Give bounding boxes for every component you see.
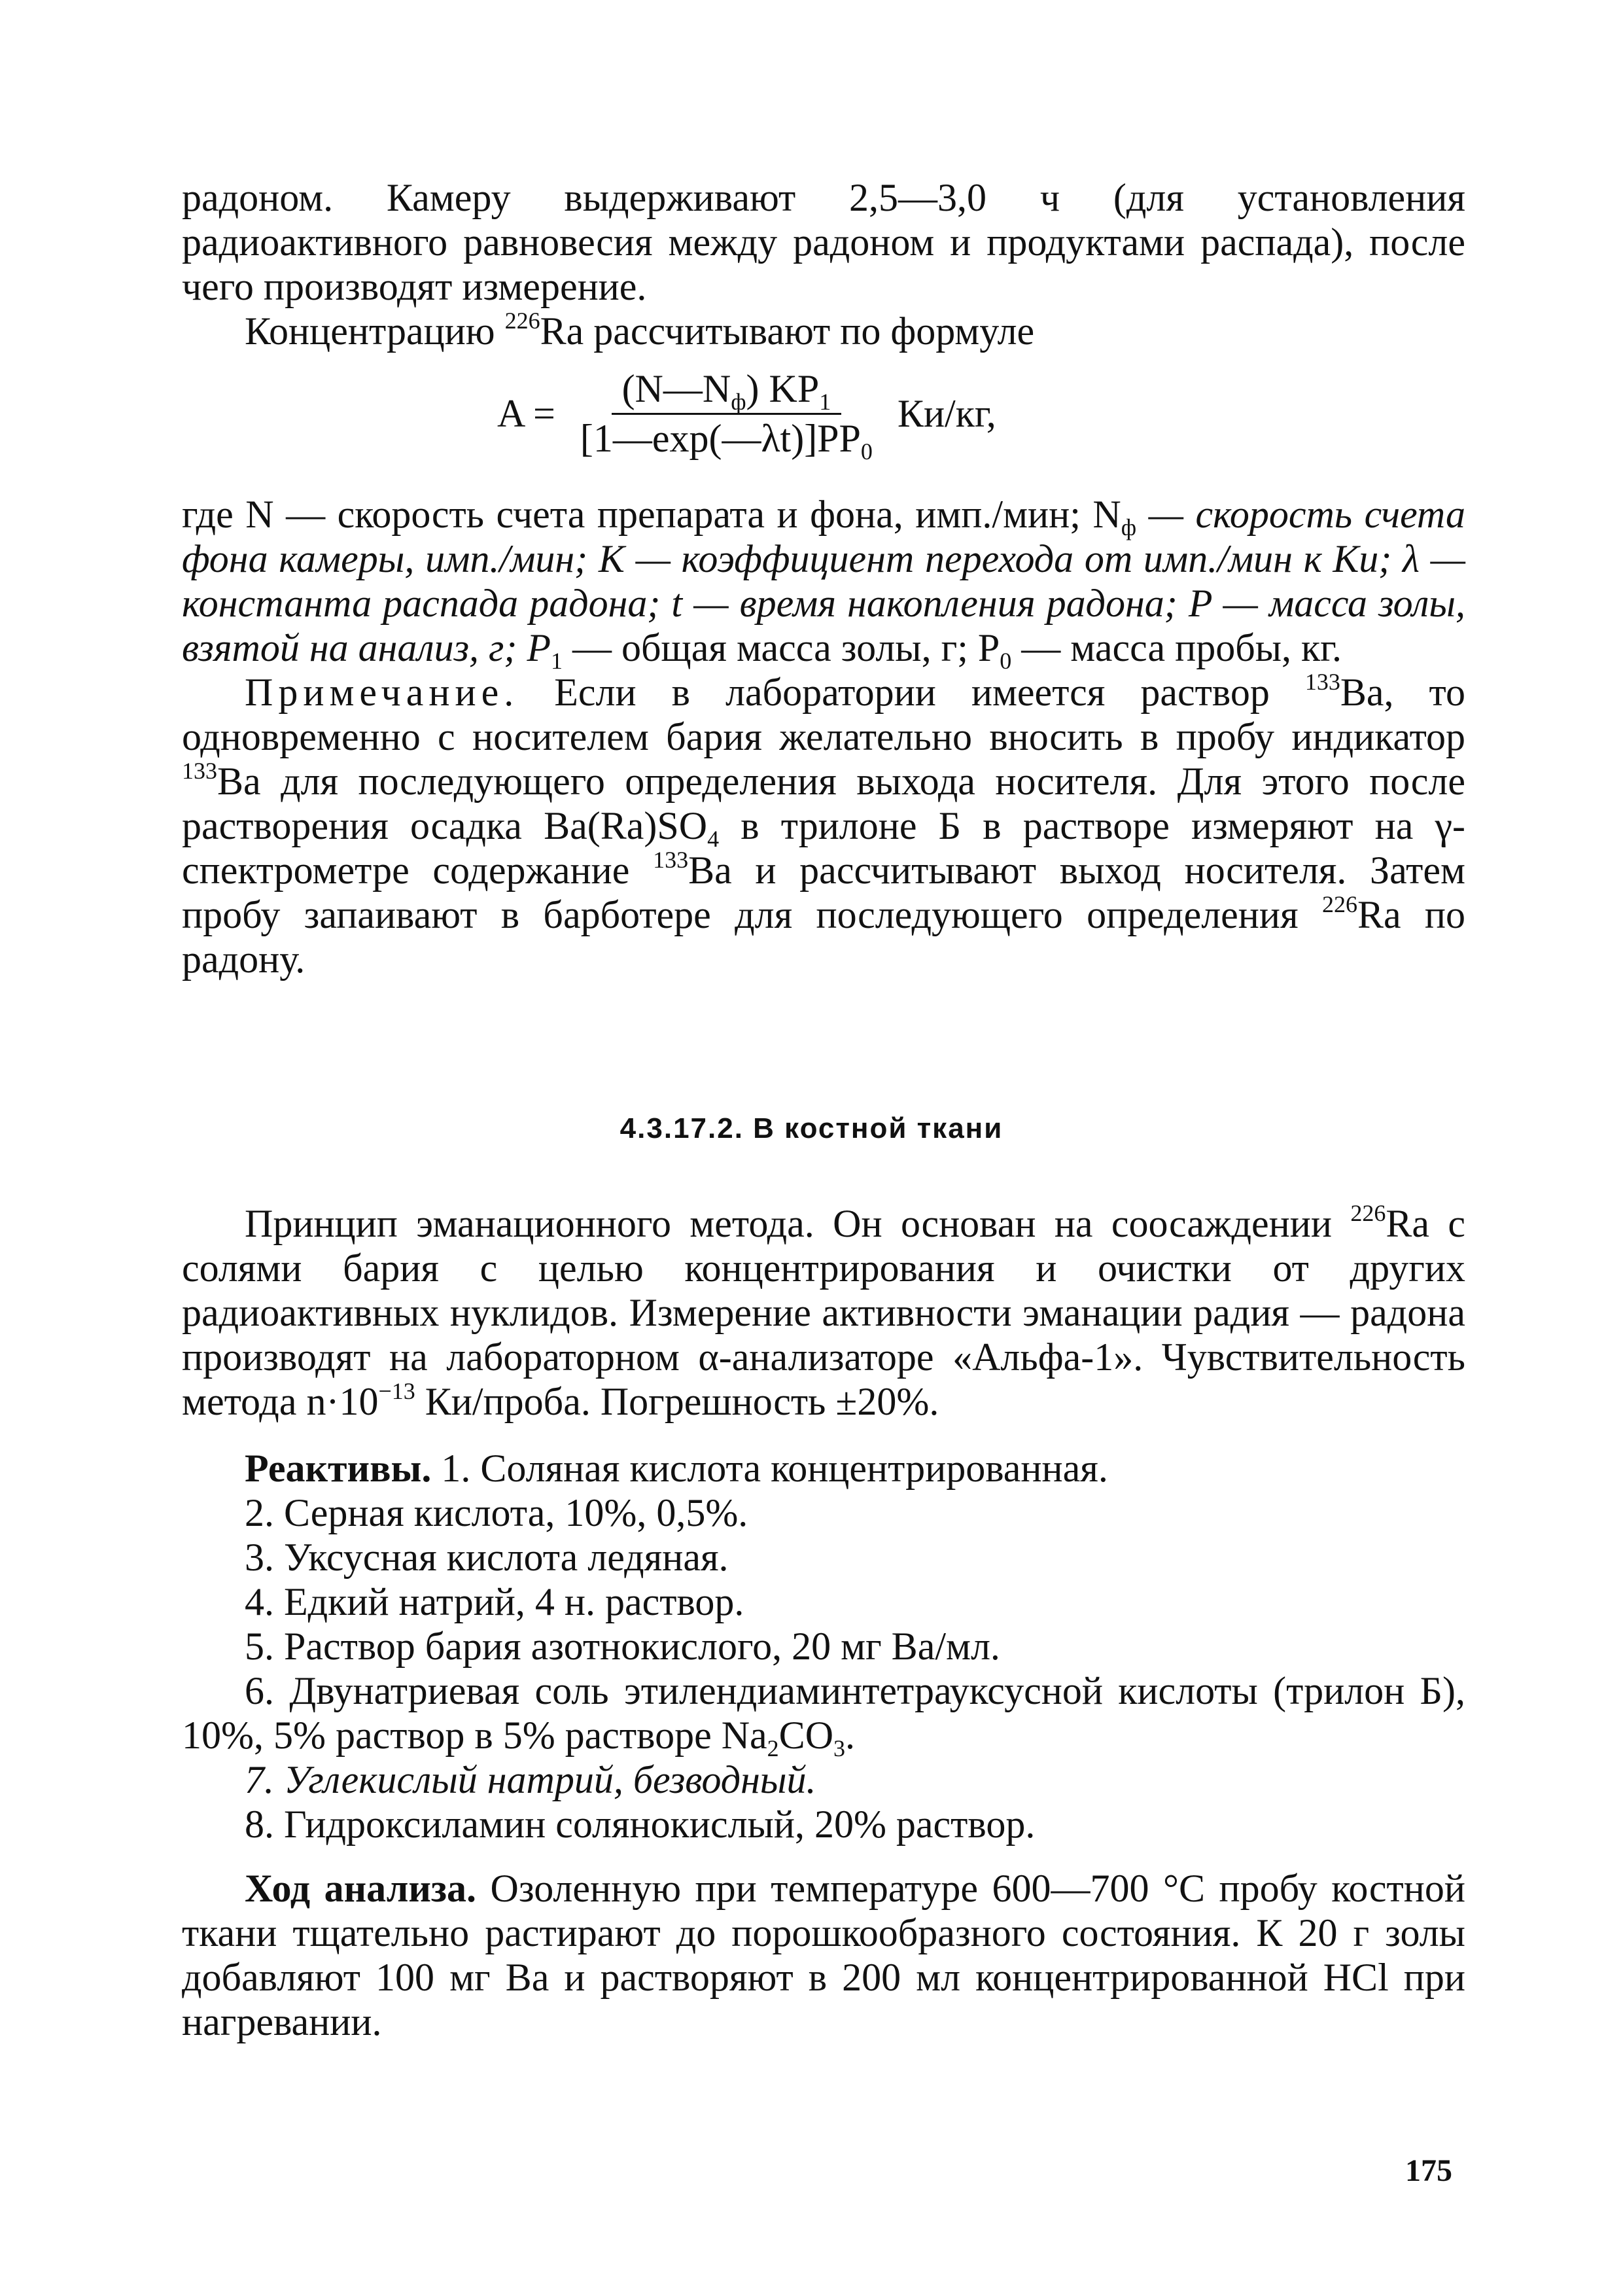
method-block <box>182 1201 1465 2044</box>
formula-lhs: A = <box>497 392 555 435</box>
reagent-item-6: 6. Двунатриевая соль этилендиаминтетрауксусной кислоты (трилон Б), 10%, 5% раствор в 5% растворе $Na_2CO_3$. <box>182 1669 1465 1761</box>
procedure-label: Ход анализа. <box>245 1867 477 1910</box>
paragraph-radon-chamber: радоном. Камеру выдерживают 2,5—3,0 ч (для установления радиоактивного равновесия между радоном и продуктами распада), после чего производят измерение. <box>182 176 1465 308</box>
reagent-item-5: 5. Раствор бария азотнокислого, 20 мг Ba/мл. <box>245 1625 1000 1668</box>
reagents-list <box>182 1446 1465 1846</box>
formula-numerator: $(N—N_ф)$ $KP_1$ <box>612 366 842 415</box>
note-label: Примечание. <box>245 671 519 714</box>
reagent-item-8: 8. Гидроксиламин солянокислый, 20% раствор. <box>245 1803 1036 1846</box>
definitions-block <box>182 492 1465 981</box>
top-text-block <box>182 175 1465 353</box>
formula-unit: Ки/кг, <box>897 392 996 435</box>
concentration-formula <box>497 366 996 465</box>
paragraph-principle: Принцип эманационного метода. Он основан на соосаждении $^{226}$Ra с солями бария с целью концентрирования и очистки от других радиоактивных нуклидов. Измерение активности эманации радия — радона производят на лабораторном α-анализаторе «Альфа-1». Чувствительность метода $n\cdot 10^{-13}$ Ки/проба. Погрешность ±20%. <box>182 1200 1466 1423</box>
principle-label: Принцип эманационного метода. <box>245 1202 814 1245</box>
reagent-item-2: 2. Серная кислота, 10%, 0,5%. <box>245 1491 748 1534</box>
reagent-item-3: 3. Уксусная кислота ледяная. <box>245 1536 729 1579</box>
paragraph-procedure: Ход анализа. Озоленную при температуре 600—700 °C пробу костной ткани тщательно растирают до порошкообразного состояния. К 20 г золы добавляют 100 мг Ba и растворяют в 200 мл концентрированной HCl при нагревании. <box>182 1867 1465 2043</box>
reagent-item-7: 7. Углекислый натрий, безводный. <box>245 1758 816 1801</box>
formula-fraction <box>570 366 883 465</box>
reagent-item-1: Реактивы. 1. Соляная кислота концентрированная. <box>245 1447 1108 1490</box>
formula-denominator: $[1—\exp(—\lambda t)]PP_0$ <box>580 417 873 465</box>
reagents-label: Реактивы. <box>245 1447 432 1490</box>
reagent-item-4: 4. Едкий натрий, 4 н. раствор. <box>245 1580 744 1623</box>
page-number: 175 <box>1405 2153 1452 2188</box>
paragraph-concentration-intro: Концентрацию $^{226}$Ra рассчитывают по формуле <box>245 308 1035 353</box>
section-heading: 4.3.17.2. В костной ткани <box>620 1112 1003 1144</box>
paragraph-note: Примечание. Если в лаборатории имеется раствор $^{133}$Ba, то одновременно с носителем бария желательно вносить в пробу индикатор $^{133}$Ba для последующего определения выхода носителя. Для этого после растворения осадка $Ba(Ra)SO_4$ в трилоне Б в растворе измеряют на γ-спектрометре содержание $^{133}$Ba и рассчитывают выход носителя. Затем пробу запаивают в барботере для последующего определения $^{226}$Ra по радону. <box>182 669 1466 981</box>
paragraph-definitions: где N — скорость счета препарата и фона, имп./мин; $N_ф$ — скорость счета фона камеры, имп./мин; K — коэффициент перехода от имп./мин к Ки; λ — константа распада радона; t — время накопления радона; P — масса золы, взятой на анализ, г; $P_1$ — общая масса золы, г; $P_0$ — масса пробы, кг. <box>182 493 1465 674</box>
